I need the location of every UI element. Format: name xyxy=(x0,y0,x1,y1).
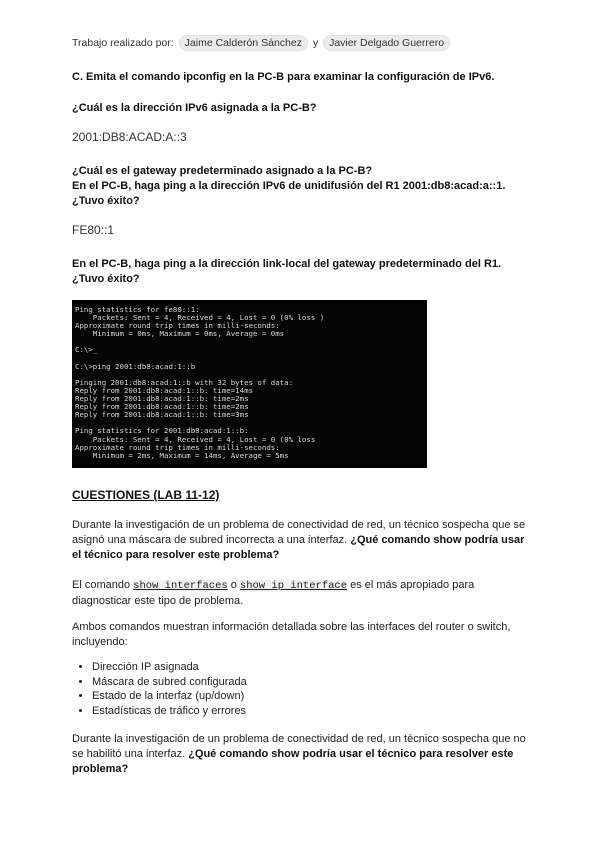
question-gateway-line-2: En el PC-B, haga ping a la dirección IPv6 de unidifusión del R1 2001:db8:acad:a::1. xyxy=(72,180,506,192)
answer-connector: o xyxy=(227,579,240,591)
question-gateway xyxy=(72,164,505,209)
question-interface-disabled xyxy=(72,732,530,777)
question-interface-disabled-bold: ¿Qué comando show podría usar el técnico para resolver este problema? xyxy=(72,748,514,775)
question-ipv6-address: ¿Cuál es la dirección IPv6 asignada a la PC-B? xyxy=(72,102,317,114)
terminal-screenshot xyxy=(72,300,427,468)
author-chip-2[interactable]: Javier Delgado Guerrero xyxy=(323,35,450,51)
show-ip-interface-command[interactable]: show ip interface xyxy=(239,580,348,592)
question-link-local-line-1: En el PC-B, haga ping a la dirección link-local del gateway predeterminado del R1. xyxy=(72,258,502,270)
answer-ipv6-address: 2001:DB8:ACAD:A::3 xyxy=(72,130,187,144)
terminal-output: Ping statistics for fe80::1: Packets: Sent = 4, Received = 4, Lost = 0 (0% loss ) Approximate round trip times in milli-seconds: Minimum = 0ms, Maximum = 0ms, Average = 0ms C:\>_ C:\>ping 2001:db8:acad:1::b Pinging 2001:db8:acad:1::b with 32 bytes of data: Reply from 2001:db8:acad:1::b: time=14ms Reply from 2001:db8:acad:1::b: time=2ms Reply from 2001:db8:acad:1::b: time=2ms Reply from 2001:db8:acad:1::b: time=3ms Ping statistics for 2001:db8:acad:1::b: Packets: Sent = 4, Received = 4, Lost = 0 (0% loss Approximate round trip times in milli-seconds: Minimum = 2ms, Maximum = 14ms, Average = 5ms xyxy=(75,305,325,460)
section-c-title: C. Emita el comando ipconfig en la PC-B para examinar la configuración de IPv6. xyxy=(72,71,495,83)
authors-line xyxy=(72,35,452,51)
list-item: • Máscara de subred configurada xyxy=(92,675,247,690)
question-interface-disabled-text: Durante la investigación de un problema de conectividad de red, un técnico sospecha que no se habilitó una interfaz. xyxy=(72,733,526,760)
question-subnet-mask xyxy=(72,518,530,563)
show-interfaces-command[interactable]: show interfaces xyxy=(133,580,228,592)
authors-conjunction: y xyxy=(312,37,319,49)
question-link-local-line-2: ¿Tuvo éxito? xyxy=(72,273,140,285)
question-gateway-line-3: ¿Tuvo éxito? xyxy=(72,195,140,207)
answer-suffix: es el más apropiado para diagnosticar este tipo de problema. xyxy=(72,579,475,607)
list-item: • Estadísticas de tráfico y errores xyxy=(92,704,247,719)
question-subnet-mask-text: Durante la investigación de un problema de conectividad de red, un técnico sospecha que se asignó una máscara de subred incorrecta a una interfaz. xyxy=(72,519,526,546)
authors-prefix: Trabajo realizado por: xyxy=(72,37,174,49)
cuestiones-heading: CUESTIONES (LAB 11-12) xyxy=(72,488,220,502)
commands-explanation: Ambos comandos muestran información detallada sobre las interfaces del router o switch, incluyendo: xyxy=(72,621,511,648)
question-subnet-mask-bold: ¿Qué comando show podría usar el técnico para resolver este problema? xyxy=(72,534,525,561)
question-gateway-line-1: ¿Cuál es el gateway predeterminado asignado a la PC-B? xyxy=(72,165,373,177)
list-item: • Dirección IP asignada xyxy=(92,660,247,675)
author-chip-1[interactable]: Jaime Calderón Sánchez xyxy=(179,35,308,51)
answer-gateway: FE80::1 xyxy=(72,223,115,237)
answer-prefix: El comando xyxy=(72,579,134,591)
interface-info-list xyxy=(72,660,247,718)
list-item: • Estado de la interfaz (up/down) xyxy=(92,689,247,704)
answer-subnet-mask xyxy=(72,578,530,609)
question-link-local-ping xyxy=(72,257,501,287)
